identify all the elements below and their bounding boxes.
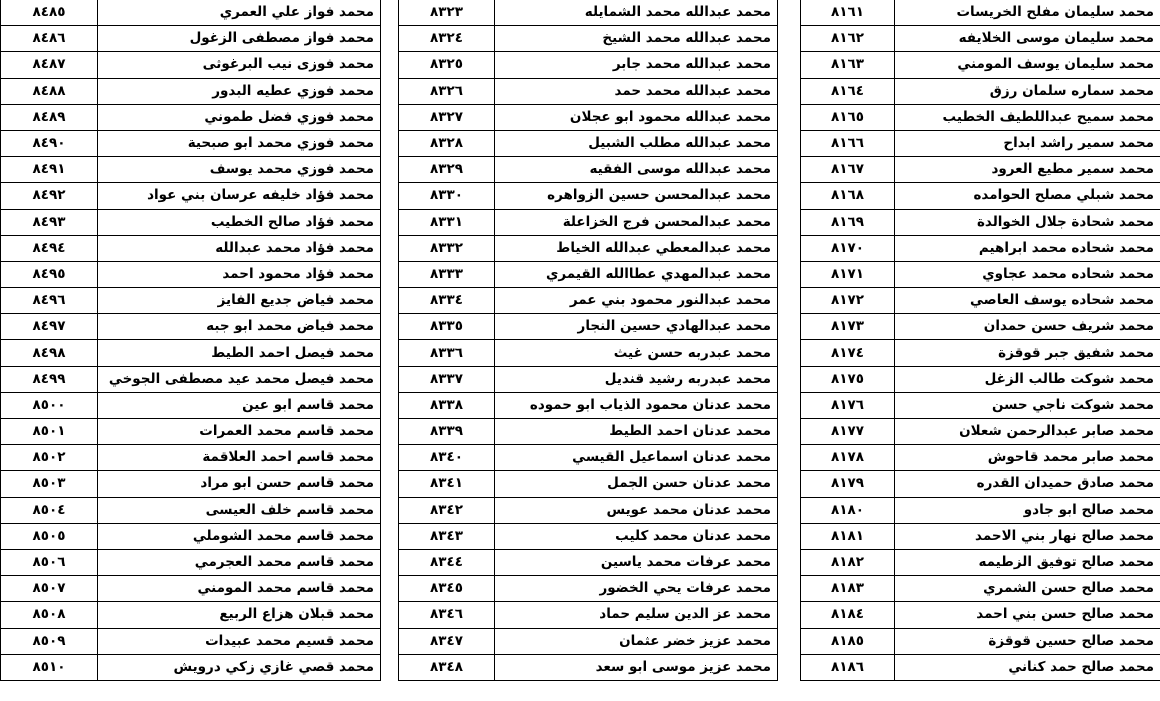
table-row — [399, 235, 778, 261]
table-row — [801, 0, 1160, 26]
table-row — [801, 183, 1160, 209]
table-row — [1, 366, 381, 392]
serial-number-cell: ٨٣٣٠ — [399, 183, 495, 209]
table-row — [1, 183, 381, 209]
table-row — [1, 0, 381, 26]
serial-number-cell: ٨٥٠٩ — [1, 628, 98, 654]
serial-number-cell: ٨٣٢٩ — [399, 157, 495, 183]
person-name-cell: محمد قاسم محمد المومني — [98, 576, 381, 602]
serial-number-cell: ٨١٧٣ — [801, 314, 895, 340]
serial-number-cell: ٨٤٨٥ — [1, 0, 98, 26]
serial-number-cell: ٨٣٢٦ — [399, 78, 495, 104]
table-row — [801, 628, 1160, 654]
serial-number-cell: ٨٤٨٩ — [1, 104, 98, 130]
table-row — [1, 157, 381, 183]
serial-number-cell: ٨١٦٧ — [801, 157, 895, 183]
table-row — [1, 288, 381, 314]
person-name-cell: محمد فياض جديع الفايز — [98, 288, 381, 314]
person-name-cell: محمد عرفات يحي الخضور — [495, 576, 778, 602]
serial-number-cell: ٨١٧٦ — [801, 392, 895, 418]
person-name-cell: محمد صالح حسين قوقزة — [895, 628, 1160, 654]
table-row — [1, 104, 381, 130]
serial-number-cell: ٨٣٢٥ — [399, 52, 495, 78]
serial-number-cell: ٨٥٠١ — [1, 419, 98, 445]
table-row — [1, 576, 381, 602]
person-name-cell: محمد فيصل احمد الطيط — [98, 340, 381, 366]
serial-number-cell: ٨١٨٠ — [801, 497, 895, 523]
person-name-cell: محمد سمير مطيع العرود — [895, 157, 1160, 183]
names-table-left — [0, 0, 381, 681]
table-row — [1, 523, 381, 549]
person-name-cell: محمد قاسم محمد العجرمي — [98, 549, 381, 575]
serial-number-cell: ٨٣٢٣ — [399, 0, 495, 26]
table-row — [801, 392, 1160, 418]
person-name-cell: محمد عبدالله محمود ابو عجلان — [495, 104, 778, 130]
serial-number-cell: ٨٤٩٠ — [1, 130, 98, 156]
serial-number-cell: ٨٣٤٦ — [399, 602, 495, 628]
names-table-right — [800, 0, 1160, 681]
table-row — [801, 471, 1160, 497]
table-row — [1, 314, 381, 340]
table-row — [801, 235, 1160, 261]
table-row — [801, 104, 1160, 130]
table-row — [1, 419, 381, 445]
person-name-cell: محمد سميح عبداللطيف الخطيب — [895, 104, 1160, 130]
table-row — [801, 523, 1160, 549]
serial-number-cell: ٨١٧٠ — [801, 235, 895, 261]
serial-number-cell: ٨٥٠٣ — [1, 471, 98, 497]
person-name-cell: محمد سماره سلمان رزق — [895, 78, 1160, 104]
table-row — [801, 445, 1160, 471]
serial-number-cell: ٨٥٠٥ — [1, 523, 98, 549]
table-row — [399, 445, 778, 471]
person-name-cell: محمد عبدالله محمد الشيخ — [495, 26, 778, 52]
person-name-cell: محمد صالح توفيق الزطيمه — [895, 549, 1160, 575]
person-name-cell: محمد عبدالنور محمود بني عمر — [495, 288, 778, 314]
table-row — [399, 0, 778, 26]
serial-number-cell: ٨١٦٦ — [801, 130, 895, 156]
table-row — [399, 52, 778, 78]
person-name-cell: محمد عبدربه حسن غيث — [495, 340, 778, 366]
person-name-cell: محمد عدنان اسماعيل القيسي — [495, 445, 778, 471]
person-name-cell: محمد عبدالهادي حسين النجار — [495, 314, 778, 340]
person-name-cell: محمد عز الدين سليم حماد — [495, 602, 778, 628]
person-name-cell: محمد قبلان هزاع الربيع — [98, 602, 381, 628]
table-row — [801, 157, 1160, 183]
person-name-cell: محمد فواز علي العمري — [98, 0, 381, 26]
table-row — [1, 445, 381, 471]
person-name-cell: محمد شريف حسن حمدان — [895, 314, 1160, 340]
serial-number-cell: ٨١٦٢ — [801, 26, 895, 52]
serial-number-cell: ٨٣٤٨ — [399, 654, 495, 680]
person-name-cell: محمد عبدربه رشيد قنديل — [495, 366, 778, 392]
serial-number-cell: ٨٣٣٦ — [399, 340, 495, 366]
person-name-cell: محمد فؤاد صالح الخطيب — [98, 209, 381, 235]
serial-number-cell: ٨٣٤٤ — [399, 549, 495, 575]
table-row — [801, 26, 1160, 52]
serial-number-cell: ٨١٦١ — [801, 0, 895, 26]
serial-number-cell: ٨٥٠٤ — [1, 497, 98, 523]
person-name-cell: محمد فواز مصطفى الزغول — [98, 26, 381, 52]
person-name-cell: محمد فؤاد محمود احمد — [98, 261, 381, 287]
person-name-cell: محمد فيصل محمد عيد مصطفى الجوخي — [98, 366, 381, 392]
serial-number-cell: ٨٤٨٦ — [1, 26, 98, 52]
person-name-cell: محمد قاسم احمد العلاقمة — [98, 445, 381, 471]
serial-number-cell: ٨٥٠٢ — [1, 445, 98, 471]
serial-number-cell: ٨٥٠٨ — [1, 602, 98, 628]
person-name-cell: محمد قاسم محمد الشوملي — [98, 523, 381, 549]
table-row — [399, 549, 778, 575]
person-name-cell: محمد عبدالمحسن حسين الزواهره — [495, 183, 778, 209]
person-name-cell: محمد شبلي مصلح الحوامده — [895, 183, 1160, 209]
person-name-cell: محمد قاسم ابو عين — [98, 392, 381, 418]
serial-number-cell: ٨١٨٤ — [801, 602, 895, 628]
serial-number-cell: ٨١٧١ — [801, 261, 895, 287]
serial-number-cell: ٨٣٤٢ — [399, 497, 495, 523]
serial-number-cell: ٨٣٣٧ — [399, 366, 495, 392]
serial-number-cell: ٨٤٩٢ — [1, 183, 98, 209]
person-name-cell: محمد عدنان احمد الطيط — [495, 419, 778, 445]
person-name-cell: محمد صالح حمد كناني — [895, 654, 1160, 680]
serial-number-cell: ٨٥٠٠ — [1, 392, 98, 418]
serial-number-cell: ٨١٨٣ — [801, 576, 895, 602]
table-row — [801, 78, 1160, 104]
table-row — [1, 261, 381, 287]
person-name-cell: محمد فوزي محمد ابو صبحية — [98, 130, 381, 156]
serial-number-cell: ٨٤٩٦ — [1, 288, 98, 314]
person-name-cell: محمد سمير راشد ابداح — [895, 130, 1160, 156]
table-row — [1, 497, 381, 523]
person-name-cell: محمد عبدالله محمد الشمايله — [495, 0, 778, 26]
table-row — [801, 602, 1160, 628]
table-row — [1, 26, 381, 52]
table-row — [801, 52, 1160, 78]
serial-number-cell: ٨٤٨٨ — [1, 78, 98, 104]
table-row — [399, 366, 778, 392]
serial-number-cell: ٨٤٨٧ — [1, 52, 98, 78]
table-row — [801, 130, 1160, 156]
serial-number-cell: ٨٣٣٣ — [399, 261, 495, 287]
person-name-cell: محمد عدنان محمد كليب — [495, 523, 778, 549]
person-name-cell: محمد فوزي فضل طموني — [98, 104, 381, 130]
person-name-cell: محمد عبدالله محمد جابر — [495, 52, 778, 78]
serial-number-cell: ٨٣٤٣ — [399, 523, 495, 549]
person-name-cell: محمد عبدالمحسن فرج الخزاعلة — [495, 209, 778, 235]
table-row — [1, 549, 381, 575]
person-name-cell: محمد عزيز موسى ابو سعد — [495, 654, 778, 680]
table-row — [801, 288, 1160, 314]
person-name-cell: محمد عبدالمهدي عطاالله القيمري — [495, 261, 778, 287]
person-name-cell: محمد عبدالمعطي عبدالله الخياط — [495, 235, 778, 261]
table-row — [801, 419, 1160, 445]
table-row — [801, 366, 1160, 392]
person-name-cell: محمد قاسم محمد العمرات — [98, 419, 381, 445]
table-row — [801, 549, 1160, 575]
person-name-cell: محمد سليمان يوسف المومني — [895, 52, 1160, 78]
person-name-cell: محمد قاسم خلف العيسى — [98, 497, 381, 523]
table-row — [1, 52, 381, 78]
table-row — [1, 392, 381, 418]
serial-number-cell: ٨٣٣٨ — [399, 392, 495, 418]
serial-number-cell: ٨٣٢٤ — [399, 26, 495, 52]
serial-number-cell: ٨٤٩٥ — [1, 261, 98, 287]
serial-number-cell: ٨١٨٥ — [801, 628, 895, 654]
table-row — [399, 130, 778, 156]
table-row — [399, 340, 778, 366]
serial-number-cell: ٨٣٤٥ — [399, 576, 495, 602]
person-name-cell: محمد شحاده يوسف العاصي — [895, 288, 1160, 314]
serial-number-cell: ٨٤٩٣ — [1, 209, 98, 235]
table-row — [801, 261, 1160, 287]
table-row — [1, 628, 381, 654]
table-row — [399, 288, 778, 314]
table-row — [399, 209, 778, 235]
table-row — [399, 261, 778, 287]
serial-number-cell: ٨٤٩٤ — [1, 235, 98, 261]
table-row — [801, 314, 1160, 340]
person-name-cell: محمد فوزي عطيه البدور — [98, 78, 381, 104]
person-name-cell: محمد صادق حميدان القدره — [895, 471, 1160, 497]
person-name-cell: محمد سليمان مفلح الخريسات — [895, 0, 1160, 26]
person-name-cell: محمد عبدالله مطلب الشبيل — [495, 130, 778, 156]
serial-number-cell: ٨٥١٠ — [1, 654, 98, 680]
table-row — [1, 209, 381, 235]
table-row — [399, 654, 778, 680]
serial-number-cell: ٨١٦٤ — [801, 78, 895, 104]
table-row — [399, 602, 778, 628]
person-name-cell: محمد عبدالله موسى الفقيه — [495, 157, 778, 183]
person-name-cell: محمد شحاده محمد ابراهيم — [895, 235, 1160, 261]
person-name-cell: محمد شوكت ناجي حسن — [895, 392, 1160, 418]
person-name-cell: محمد شوكت طالب الزغل — [895, 366, 1160, 392]
serial-number-cell: ٨١٨١ — [801, 523, 895, 549]
serial-number-cell: ٨١٧٥ — [801, 366, 895, 392]
person-name-cell: محمد عدنان حسن الجمل — [495, 471, 778, 497]
person-name-cell: محمد شحاده محمد عجاوي — [895, 261, 1160, 287]
serial-number-cell: ٨٣٣١ — [399, 209, 495, 235]
person-name-cell: محمد عدنان محمد عويس — [495, 497, 778, 523]
serial-number-cell: ٨٤٩٨ — [1, 340, 98, 366]
serial-number-cell: ٨١٦٩ — [801, 209, 895, 235]
serial-number-cell: ٨١٨٢ — [801, 549, 895, 575]
table-row — [399, 523, 778, 549]
person-name-cell: محمد قسيم محمد عبيدات — [98, 628, 381, 654]
person-name-cell: محمد عبدالله محمد حمد — [495, 78, 778, 104]
names-table-middle — [398, 0, 778, 681]
table-row — [399, 26, 778, 52]
table-row — [399, 628, 778, 654]
serial-number-cell: ٨١٧٧ — [801, 419, 895, 445]
person-name-cell: محمد فؤاد خليفه عرسان بني عواد — [98, 183, 381, 209]
serial-number-cell: ٨١٨٦ — [801, 654, 895, 680]
serial-number-cell: ٨١٦٨ — [801, 183, 895, 209]
serial-number-cell: ٨٤٩١ — [1, 157, 98, 183]
table-row — [1, 235, 381, 261]
person-name-cell: محمد عرفات محمد ياسين — [495, 549, 778, 575]
serial-number-cell: ٨٣٣٩ — [399, 419, 495, 445]
person-name-cell: محمد صالح نهار بني الاحمد — [895, 523, 1160, 549]
person-name-cell: محمد فؤاد محمد عبدالله — [98, 235, 381, 261]
table-row — [1, 471, 381, 497]
table-row — [1, 340, 381, 366]
table-row — [399, 314, 778, 340]
table-row — [1, 602, 381, 628]
person-name-cell: محمد فوزى نيب البرغوثى — [98, 52, 381, 78]
serial-number-cell: ٨٣٣٢ — [399, 235, 495, 261]
person-name-cell: محمد صالح حسن بني احمد — [895, 602, 1160, 628]
table-row — [801, 209, 1160, 235]
person-name-cell: محمد قصي غازي زكي درويش — [98, 654, 381, 680]
serial-number-cell: ٨٤٩٩ — [1, 366, 98, 392]
table-row — [399, 497, 778, 523]
table-row — [1, 130, 381, 156]
table-row — [801, 497, 1160, 523]
table-row — [801, 576, 1160, 602]
serial-number-cell: ٨٥٠٦ — [1, 549, 98, 575]
person-name-cell: محمد عدنان محمود الذياب ابو حموده — [495, 392, 778, 418]
serial-number-cell: ٨٣٤٧ — [399, 628, 495, 654]
serial-number-cell: ٨٣٢٨ — [399, 130, 495, 156]
person-name-cell: محمد عزيز خضر عثمان — [495, 628, 778, 654]
person-name-cell: محمد سليمان موسى الخلايفه — [895, 26, 1160, 52]
serial-number-cell: ٨٣٤٠ — [399, 445, 495, 471]
table-row — [399, 576, 778, 602]
person-name-cell: محمد فوزي محمد يوسف — [98, 157, 381, 183]
serial-number-cell: ٨٤٩٧ — [1, 314, 98, 340]
serial-number-cell: ٨٣٣٥ — [399, 314, 495, 340]
serial-number-cell: ٨٣٣٤ — [399, 288, 495, 314]
table-row — [399, 419, 778, 445]
serial-number-cell: ٨٣٤١ — [399, 471, 495, 497]
person-name-cell: محمد شفيق جبر قوقزة — [895, 340, 1160, 366]
table-row — [399, 392, 778, 418]
table-row — [1, 654, 381, 680]
serial-number-cell: ٨٥٠٧ — [1, 576, 98, 602]
person-name-cell: محمد صالح ابو جادو — [895, 497, 1160, 523]
person-name-cell: محمد صابر محمد قاحوش — [895, 445, 1160, 471]
table-row — [801, 654, 1160, 680]
table-row — [399, 157, 778, 183]
table-row — [399, 183, 778, 209]
person-name-cell: محمد فياض محمد ابو جبه — [98, 314, 381, 340]
serial-number-cell: ٨١٧٤ — [801, 340, 895, 366]
person-name-cell: محمد شحادة جلال الخوالدة — [895, 209, 1160, 235]
person-name-cell: محمد قاسم حسن ابو مراد — [98, 471, 381, 497]
serial-number-cell: ٨١٧٢ — [801, 288, 895, 314]
table-row — [399, 78, 778, 104]
serial-number-cell: ٨١٧٩ — [801, 471, 895, 497]
person-name-cell: محمد صالح حسن الشمري — [895, 576, 1160, 602]
table-row — [1, 78, 381, 104]
serial-number-cell: ٨١٦٣ — [801, 52, 895, 78]
serial-number-cell: ٨١٦٥ — [801, 104, 895, 130]
serial-number-cell: ٨١٧٨ — [801, 445, 895, 471]
table-row — [399, 471, 778, 497]
person-name-cell: محمد صابر عبدالرحمن شعلان — [895, 419, 1160, 445]
table-row — [801, 340, 1160, 366]
serial-number-cell: ٨٣٢٧ — [399, 104, 495, 130]
table-row — [399, 104, 778, 130]
